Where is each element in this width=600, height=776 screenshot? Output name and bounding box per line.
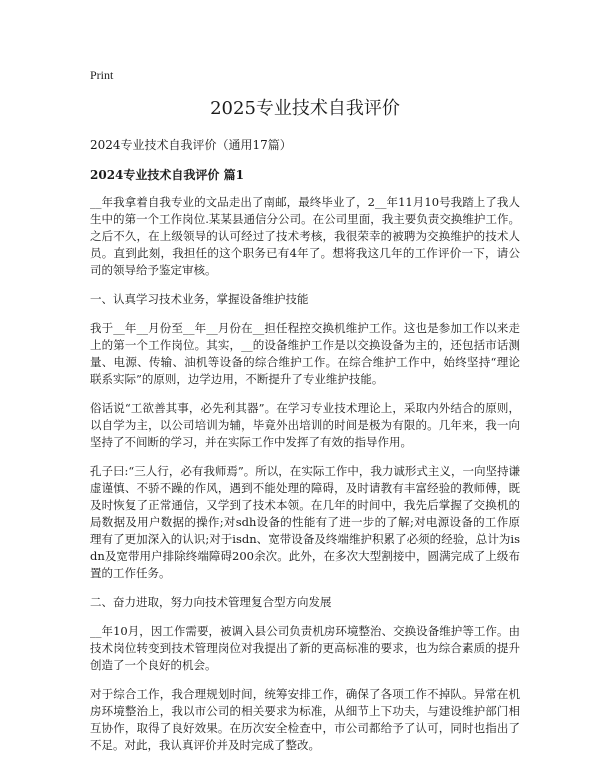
paragraph-maintenance: 我于__年__月份至__年__月份在__担任程控交换机维护工作。这也是参加工作以来走上的第一个工作岗位。其实，__的设备维护工作是以交换设备为主的，还包括市话测量、电源、传输、油机等设备的综合维护工作。在综合维护工作中，始终坚持“理论联系实际”的原则，边学边用，不断提升了专业维护技能。: [90, 321, 520, 386]
paragraph-confucius: 孔子曰:“三人行，必有我师焉”。所以，在实际工作中，我力诚形式主义，一向坚持谦虚谨慎、不骄不躁的作风，遇到不能处理的障碍，及时请教有丰富经验的教师傅，既及时恢复了正常通信，又学到了技术本领。在几年的时间中，我先后掌握了交换机的局数据及用户数据的操作;对sdh设备的性能有了进一步的了解;对电源设备的工作原理有了更加深入的认识;对于isdn、宽带设备及终端维护积累了必须的经验，总计为isdn及宽带用户排除终端障碍200余次。此外，在多次大型割接中，圆满完成了上级布置的工作任务。: [90, 464, 520, 580]
document-page: [90, 96, 520, 766]
paragraph-intro: __年我拿着自我专业的文品走出了南邮，最终毕业了，2__年11月10号我踏上了我人生中的第一个工作岗位.某某县通信分公司。在公司里面，我主要负责交换维护工作。之后不久，在上级领导的认可经过了技术考核，我很荣幸的被聘为交换维护的技术人员。直到此刻，我担任的这个职务已有4年了。想将我这几年的工作评价一下，请公司的领导给予鉴定审核。: [90, 195, 520, 277]
document-title: 2025专业技术自我评价: [210, 98, 400, 119]
subheading-management: 二、奋力进取，努力向技术管理复合型方向发展: [90, 595, 332, 609]
section-heading: 2024专业技术自我评价 篇1: [90, 168, 244, 182]
paragraph-learning: 俗话说“工欲善其事，必先利其器”。在学习专业技术理论上，采取内外结合的原则，以自学为主，以公司培训为辅，毕竟外出培训的时间是极为有限的。几年来，我一向坚持了不间断的学习，并在实际工作中发挥了有效的指导作用。: [90, 401, 520, 449]
paragraph-transfer: __年10月，因工作需要，被调入县公司负责机房环境整治、交换设备维护等工作。由技术岗位转变到技术管理岗位对我提出了新的更高标准的要求，也为综合素质的提升创造了一个良好的机会。: [90, 624, 520, 672]
print-link[interactable]: Print: [90, 68, 114, 82]
paragraph-comprehensive: 对于综合工作，我合理规划时间，统筹安排工作，确保了各项工作不掉队。异常在机房环境整治上，我以市公司的相关要求为标准，从细节上下功夫，与建设维护部门相互协作，取得了良好效果。在历次安全检查中，市公司都给予了认可，同时也指出了不足。对此，我认真评价并及时完成了整改。: [90, 687, 520, 752]
document-subtitle: 2024专业技术自我评价（通用17篇）: [90, 138, 292, 152]
subheading-study: 一、认真学习技术业务，掌握设备维护技能: [90, 292, 309, 306]
